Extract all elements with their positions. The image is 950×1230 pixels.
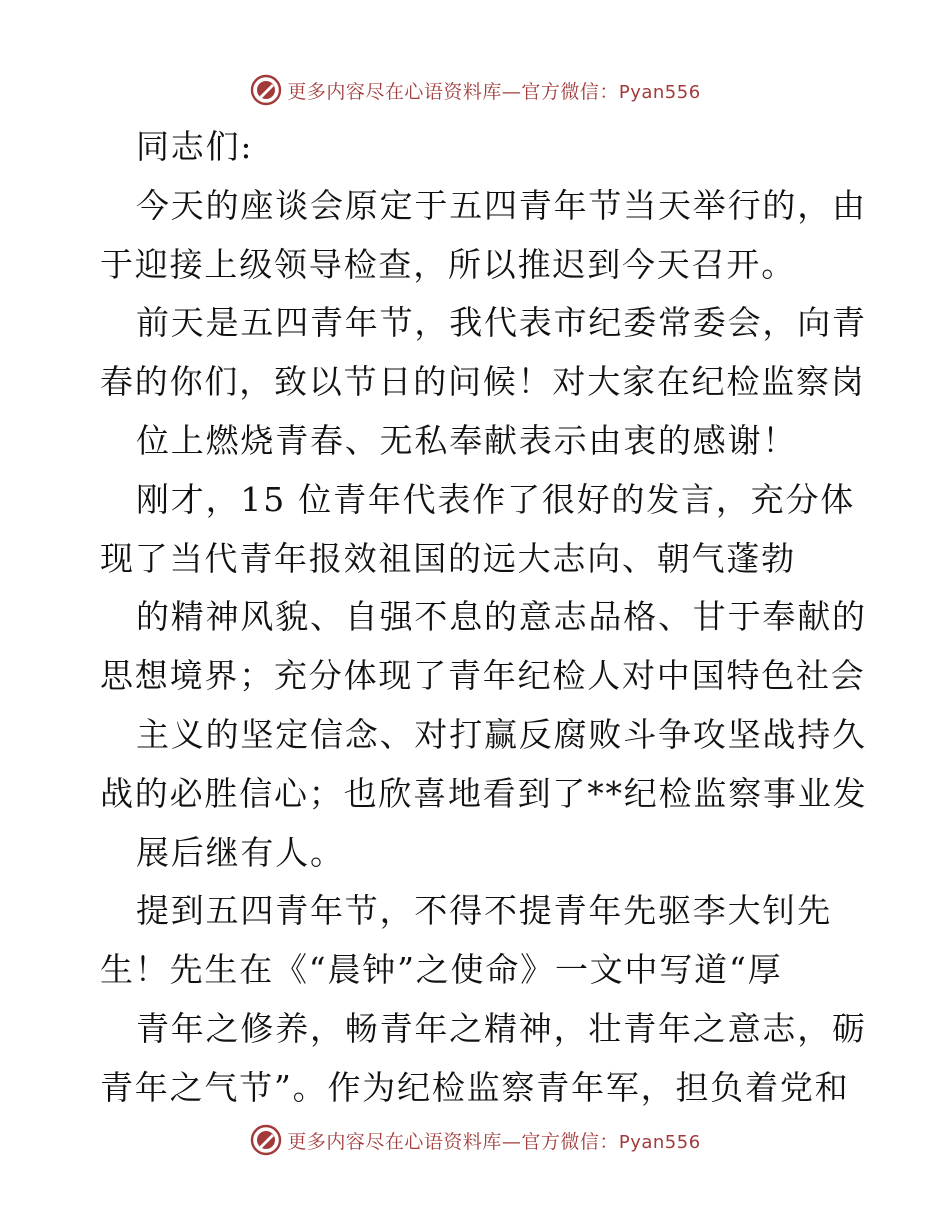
text-line: 现了当代青年报效祖国的远大志向、朝气蓬勃 bbox=[100, 538, 796, 578]
document-body bbox=[100, 118, 868, 1118]
text-line: 位上燃烧青春、无私奉献表示由衷的感谢！ bbox=[136, 420, 798, 460]
text-line: 青年之气节”。作为纪检监察青年军，担负着党和 bbox=[100, 1067, 850, 1107]
text-line: 于迎接上级领导检查，所以推迟到今天召开。 bbox=[100, 244, 796, 284]
text-line: 生！先生在《“晨钟”之使命》一文中写道“厚 bbox=[100, 950, 783, 990]
text-line: 前天是五四青年节，我代表市纪委常委会，向青 bbox=[136, 303, 867, 343]
text-line: 刚才，15 位青年代表作了很好的发言，充分体 bbox=[136, 479, 856, 519]
text-line: 思想境界；充分体现了青年纪检人对中国特色社会 bbox=[100, 656, 866, 696]
text-line: 同志们: bbox=[136, 127, 254, 166]
text-line: 今天的座谈会原定于五四青年节当天举行的，由 bbox=[136, 185, 867, 225]
text-line: 青年之修养，畅青年之精神，壮青年之意志，砺 bbox=[136, 1008, 867, 1048]
text-line: 主义的坚定信念、对打赢反腐败斗争攻坚战持久 bbox=[136, 714, 867, 754]
text-line: 春的你们，致以节日的问候！对大家在纪检监察岗 bbox=[100, 362, 866, 402]
watermark-text: 更多内容尽在心语资料库—官方微信：Pyan556 bbox=[287, 1130, 701, 1153]
watermark-text: 更多内容尽在心语资料库—官方微信：Pyan556 bbox=[287, 80, 701, 103]
pen-seal-icon bbox=[249, 73, 283, 107]
header-watermark bbox=[0, 70, 950, 110]
text-line: 战的必胜信心；也欣喜地看到了**纪检监察事业发 bbox=[100, 773, 868, 813]
text-line: 的精神风貌、自强不息的意志品格、甘于奉献的 bbox=[136, 597, 867, 637]
pen-seal-icon bbox=[249, 1123, 283, 1157]
text-line: 展后继有人。 bbox=[136, 832, 345, 872]
text-line: 提到五四青年节，不得不提青年先驱李大钊先 bbox=[136, 891, 832, 931]
footer-watermark bbox=[0, 1120, 950, 1160]
